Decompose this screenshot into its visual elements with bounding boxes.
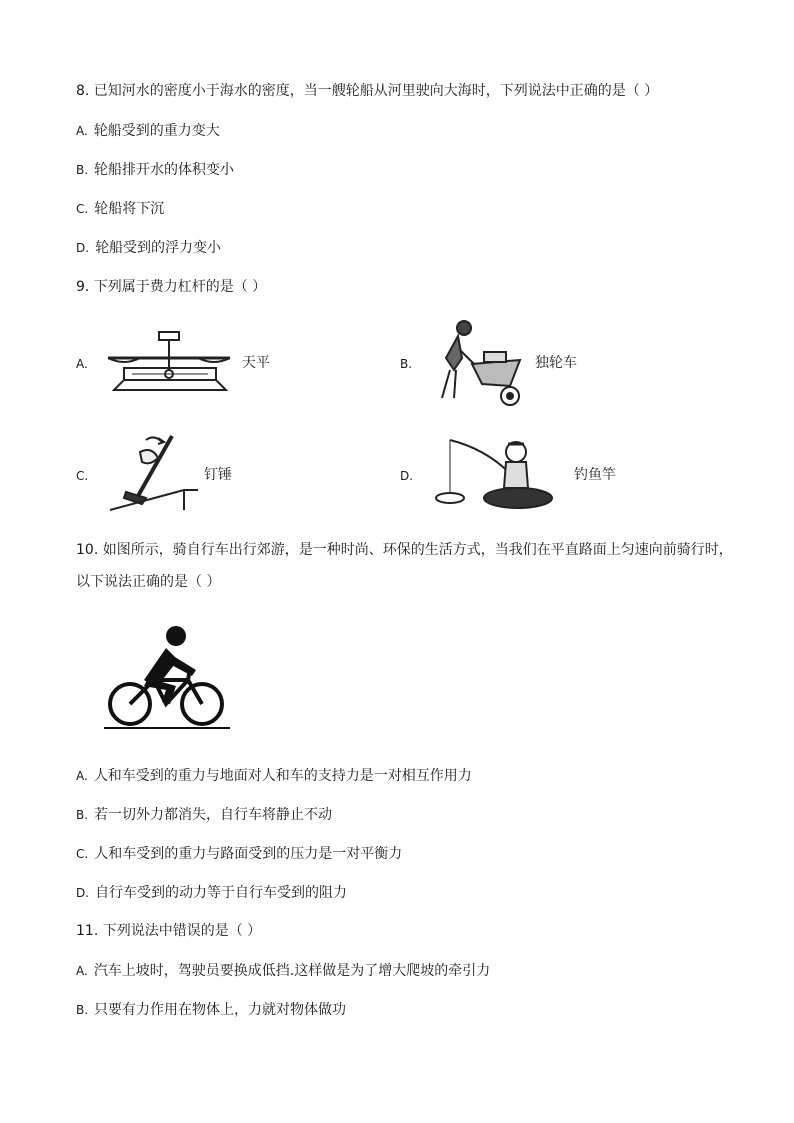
q11-option-a: [76, 961, 490, 981]
q10-option-b: [76, 805, 332, 825]
q8-option-d: [76, 238, 221, 258]
option-letter: A.: [76, 124, 88, 138]
option-letter: A.: [76, 769, 88, 783]
option-text: 只要有力作用在物体上，力就对物体做功: [94, 1002, 347, 1018]
q9-option-b-label: 独轮车: [535, 355, 577, 371]
q8-option-c: [76, 199, 164, 219]
q11-option-b: [76, 1000, 346, 1020]
option-text: 自行车受到的动力等于自行车受到的阻力: [95, 885, 348, 901]
option-letter: B.: [76, 163, 89, 177]
option-letter: B.: [76, 808, 89, 822]
q10-option-c: [76, 844, 402, 864]
q8-option-a: [76, 121, 220, 141]
q9-option-a-letter: A.: [76, 357, 88, 371]
option-letter: C.: [76, 847, 89, 861]
q9-option-c-label: 钉锤: [204, 467, 232, 483]
q9-option-c-letter: C.: [76, 469, 89, 483]
q10-option-d: [76, 883, 347, 903]
wheelbarrow-icon: [432, 318, 528, 410]
option-letter: B.: [76, 1003, 89, 1017]
balance-scale-icon: [104, 328, 234, 396]
question-10-stem-line2: 以下说法正确的是（ ）: [76, 574, 221, 590]
option-text: 人和车受到的重力与路面受到的压力是一对平衡力: [94, 846, 403, 862]
question-10-stem-line1: 10. 如图所示，骑自行车出行郊游，是一种时尚、环保的生活方式，当我们在平直路面上匀速向前骑行时，: [76, 542, 733, 558]
option-letter: C.: [76, 202, 89, 216]
q8-option-b: [76, 160, 234, 180]
option-text: 人和车受到的重力与地面对人和车的支持力是一对相互作用力: [93, 768, 472, 784]
option-text: 汽车上坡时，驾驶员要换成低挡.这样做是为了增大爬坡的牵引力: [93, 963, 491, 979]
q9-option-d-letter: D.: [400, 469, 414, 483]
q9-option-b-letter: B.: [400, 357, 413, 371]
question-8-stem: 8. 已知河水的密度小于海水的密度，当一艘轮船从河里驶向大海时，下列说法中正确的是（ ）: [76, 83, 659, 99]
option-letter: D.: [76, 886, 90, 900]
option-text: 轮船受到的重力变大: [93, 123, 220, 139]
question-11-stem: 11. 下列说法中错误的是（ ）: [76, 923, 262, 939]
option-text: 若一切外力都消失，自行车将静止不动: [94, 807, 333, 823]
q10-option-a: [76, 766, 472, 786]
option-text: 轮船受到的浮力变小: [95, 240, 222, 256]
option-text: 轮船排开水的体积变小: [94, 162, 235, 178]
cyclist-icon: [104, 624, 232, 732]
option-text: 轮船将下沉: [94, 201, 165, 217]
option-letter: A.: [76, 964, 88, 978]
claw-hammer-icon: [106, 432, 202, 512]
q9-option-a-label: 天平: [242, 355, 270, 371]
q9-option-d-label: 钓鱼竿: [574, 467, 616, 483]
fishing-rod-icon: [420, 436, 556, 514]
question-9-stem: 9. 下列属于费力杠杆的是（ ）: [76, 279, 267, 295]
option-letter: D.: [76, 241, 90, 255]
